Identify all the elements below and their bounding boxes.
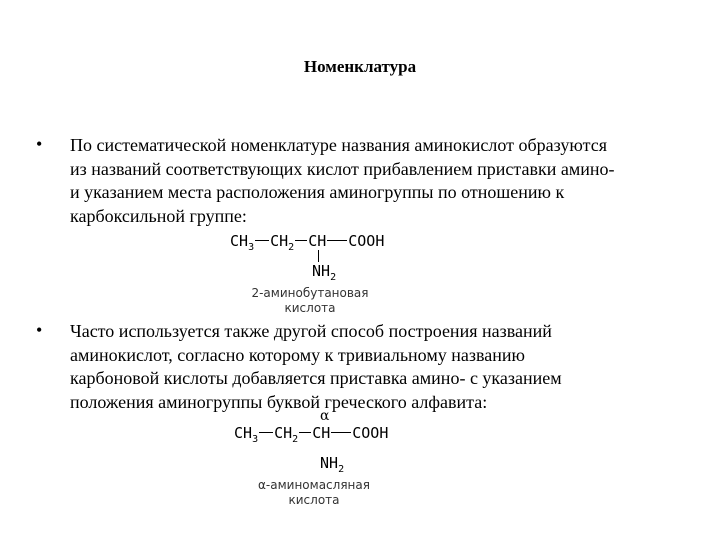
- paragraph-line: положения аминогруппы буквой греческого алфавита:: [70, 391, 488, 412]
- bullet-2: •: [36, 320, 43, 340]
- paragraph-line: и указанием места расположения аминогруппы по отношению к: [70, 182, 565, 202]
- paragraph-line: Часто используется также другой способ построения названий: [70, 321, 552, 341]
- vertical-bond: [318, 250, 319, 262]
- bond: [327, 240, 347, 241]
- structural-formula-1: [230, 232, 385, 253]
- bond: [255, 240, 269, 241]
- bond: [299, 432, 311, 433]
- formula-2-caption: α-аминомасляная кислота: [258, 478, 370, 507]
- structural-formula-2: [234, 424, 389, 445]
- paragraph-line: По систематической номенклатуре названия аминокислот образуются: [70, 135, 607, 155]
- ch3-group: $CH_3$: [234, 424, 259, 445]
- paragraph-systematic: [70, 134, 690, 228]
- paragraph-trivial: [70, 320, 690, 414]
- paragraph-line: карбоксильной группе:: [70, 205, 247, 226]
- page-title: Номенклатура: [303, 57, 417, 76]
- bullet-1: •: [36, 134, 43, 154]
- paragraph-line: аминокислот, согласно которому к тривиальному названию: [70, 344, 525, 365]
- ch-group: CH: [312, 424, 331, 442]
- bond: [295, 240, 307, 241]
- ch3-group: $CH_3$: [230, 232, 255, 253]
- bond: [331, 432, 351, 433]
- ch-group: CH: [308, 232, 327, 250]
- paragraph-line: карбоновой кислоты добавляется приставка амино- с указанием: [70, 368, 562, 388]
- alpha-label: α: [320, 408, 330, 424]
- ch2-group: $CH_2$: [274, 424, 299, 445]
- cooh-group: COOH: [348, 232, 385, 250]
- paragraph-line: из названий соответствующих кислот прибавлением приставки амино-: [70, 158, 615, 179]
- nh2-group: $NH_2$: [312, 262, 337, 283]
- nh2-group: $NH_2$: [320, 454, 345, 475]
- ch2-group: $CH_2$: [270, 232, 295, 253]
- formula-1-caption: 2-аминобутановая кислота: [251, 286, 369, 315]
- cooh-group: COOH: [352, 424, 389, 442]
- bond: [259, 432, 273, 433]
